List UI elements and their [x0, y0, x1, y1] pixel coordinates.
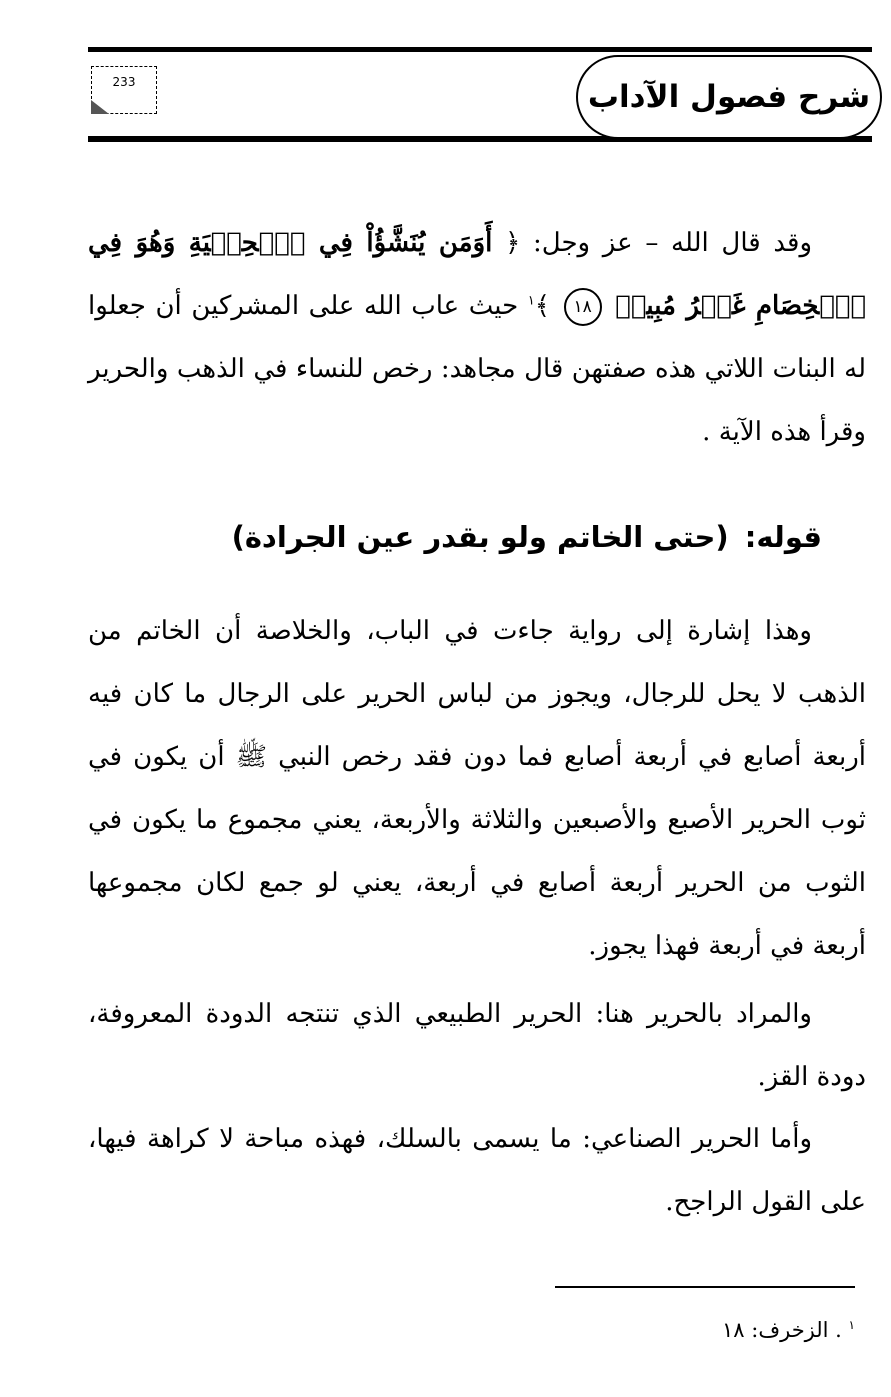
paragraph-natural-silk [88, 983, 866, 1109]
footnote [555, 1310, 855, 1345]
footnote-separator [555, 1286, 855, 1288]
header-rule-top [88, 47, 872, 52]
heading-label: قوله: [744, 520, 822, 554]
footnote-reference: ١ [527, 293, 535, 309]
ayah-number: ١٨ [564, 288, 602, 326]
section-heading [88, 512, 822, 562]
ornate-bracket-open-icon: ﴿ [505, 228, 521, 258]
citation-intro: وقد قال الله – عز وجل: [533, 228, 813, 258]
page-number: 233 [112, 75, 136, 89]
heading-quote: (حتى الخاتم ولو بقدر عين الجرادة) [231, 520, 729, 554]
paragraph-synthetic-silk [88, 1108, 866, 1234]
paragraph-explanation [88, 600, 866, 978]
paragraph-text: وأما الحرير الصناعي: ما يسمى بالسلك، فهذه مباحة لا كراهة فيها، على القول الراجح. [88, 1124, 866, 1217]
paragraph-text: وهذا إشارة إلى رواية جاءت في الباب، والخلاصة أن الخاتم من الذهب لا يحل للرجال، ويجوز من لباس الحرير على الرجال ما كان فيه أربعة أصابع في أربعة أصابع فما دون فقد رخص النبي ﷺ أن يكون في ثوب الحرير الأصبع والأصبعين والثلاثة والأربعة، يعني مجموع ما يكون في الثوب من الحرير أربعة أصابع في أربعة، يعني لو جمع لكان مجموعها أربعة في أربعة فهذا يجوز. [88, 616, 866, 961]
page-number-box [91, 66, 157, 114]
ornate-bracket-close-icon: ﴾ [534, 291, 550, 321]
book-title: شرح فصول الآداب [587, 79, 871, 115]
page-curl-icon [91, 100, 109, 114]
footnote-marker: ١ [848, 1318, 855, 1332]
citation-commentary: حيث عاب الله على المشركين أن جعلوا له البنات اللاتي هذه صفتهن قال مجاهد: رخص للنساء في الذهب والحرير وقرأ هذه الآية . [88, 291, 866, 447]
footnote-text: . الزخرف: ١٨ [722, 1318, 842, 1342]
book-title-frame [576, 55, 882, 139]
paragraph-text: والمراد بالحرير هنا: الحرير الطبيعي الذي تنتجه الدودة المعروفة، دودة القز. [88, 999, 866, 1092]
paragraph-quran-citation [88, 212, 866, 464]
quran-verse: أَوَمَن يُنَشَّؤُاْ فِي ٱلۡحِلۡيَةِ وَهُوَ فِي ٱلۡخِصَامِ غَيۡرُ مُبِينٖ [88, 228, 867, 321]
